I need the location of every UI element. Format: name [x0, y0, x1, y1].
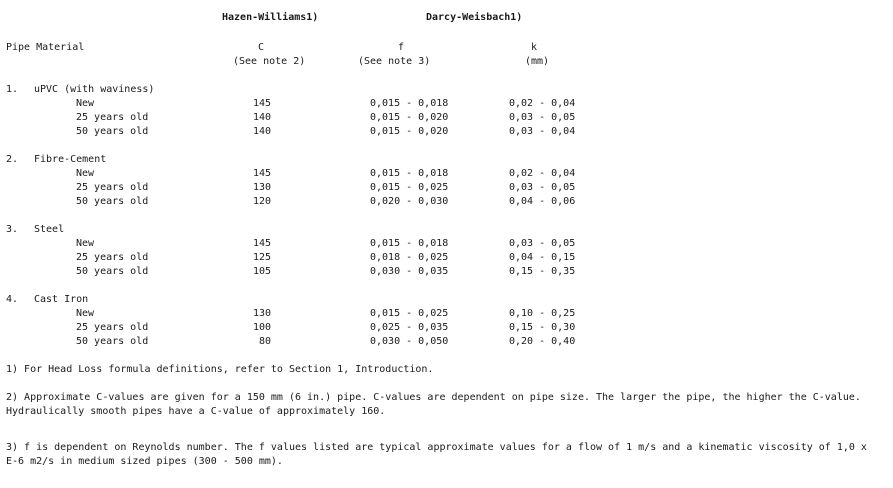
row-k-value: 0,04 - 0,06 [509, 196, 576, 207]
row-k-value: 0,03 - 0,04 [509, 126, 576, 137]
material-number: 4. [6, 294, 19, 305]
k-column-unit: (mm) [525, 56, 550, 67]
row-f-value: 0,030 - 0,050 [370, 336, 449, 347]
row-c-value: 80 [258, 336, 271, 347]
row-k-value: 0,02 - 0,04 [509, 98, 576, 109]
material-name: uPVC (with waviness) [34, 84, 155, 95]
material-number: 2. [6, 154, 19, 165]
row-k-value: 0,15 - 0,30 [509, 322, 576, 333]
row-age: 50 years old [76, 126, 149, 137]
row-c-value: 125 [252, 252, 271, 263]
f-column-note: (See note 3) [358, 56, 431, 67]
row-age: New [76, 98, 95, 109]
row-f-value: 0,015 - 0,018 [370, 238, 449, 249]
darcy-weisbach-header: Darcy-Weisbach1) [426, 12, 523, 23]
row-k-value: 0,03 - 0,05 [509, 238, 576, 249]
row-f-value: 0,020 - 0,030 [370, 196, 449, 207]
row-age: 50 years old [76, 336, 149, 347]
material-name: Steel [34, 224, 65, 235]
row-k-value: 0,03 - 0,05 [509, 182, 576, 193]
row-c-value: 145 [252, 168, 271, 179]
row-c-value: 140 [252, 112, 271, 123]
row-age: New [76, 308, 95, 319]
row-age: 25 years old [76, 322, 149, 333]
row-f-value: 0,030 - 0,035 [370, 266, 449, 277]
row-k-value: 0,10 - 0,25 [509, 308, 576, 319]
row-age: 25 years old [76, 182, 149, 193]
material-name: Fibre-Cement [34, 154, 107, 165]
row-age: 50 years old [76, 196, 149, 207]
row-f-value: 0,015 - 0,025 [370, 182, 449, 193]
c-column-header: C [258, 42, 265, 53]
note-3: 3) f is dependent on Reynolds number. The f values listed are typical approximate values for a flow of 1 m/s and a kinematic viscosity of 1,0 x E-6 m2/s in medium sized pipes (300 - 500 mm). [6, 442, 867, 467]
row-f-value: 0,015 - 0,020 [370, 112, 449, 123]
row-k-value: 0,15 - 0,35 [509, 266, 576, 277]
row-k-value: 0,03 - 0,05 [509, 112, 576, 123]
row-age: 50 years old [76, 266, 149, 277]
row-age: New [76, 168, 95, 179]
material-number: 1. [6, 84, 19, 95]
row-age: 25 years old [76, 252, 149, 263]
row-f-value: 0,018 - 0,025 [370, 252, 449, 263]
material-name: Cast Iron [34, 294, 89, 305]
row-f-value: 0,015 - 0,018 [370, 168, 449, 179]
row-age: 25 years old [76, 112, 149, 123]
f-column-header: f [398, 42, 405, 53]
row-c-value: 100 [252, 322, 271, 333]
row-c-value: 140 [252, 126, 271, 137]
row-k-value: 0,02 - 0,04 [509, 168, 576, 179]
row-f-value: 0,015 - 0,018 [370, 98, 449, 109]
pipe-material-header: Pipe Material [6, 42, 85, 53]
row-age: New [76, 238, 95, 249]
hazen-williams-header: Hazen-Williams1) [222, 12, 319, 23]
note-2: 2) Approximate C-values are given for a 150 mm (6 in.) pipe. C-values are dependent on pipe size. The larger the pipe, the higher the C-value. Hydraulically smooth pipes have a C-value of approximately 160. [6, 392, 861, 417]
row-k-value: 0,04 - 0,15 [509, 252, 576, 263]
row-f-value: 0,025 - 0,035 [370, 322, 449, 333]
c-column-note: (See note 2) [233, 56, 306, 67]
row-f-value: 0,015 - 0,020 [370, 126, 449, 137]
note-1: 1) For Head Loss formula definitions, refer to Section 1, Introduction. [6, 364, 434, 375]
row-c-value: 145 [252, 98, 271, 109]
row-k-value: 0,20 - 0,40 [509, 336, 576, 347]
row-c-value: 130 [252, 182, 271, 193]
material-number: 3. [6, 224, 19, 235]
row-c-value: 120 [252, 196, 271, 207]
row-c-value: 105 [252, 266, 271, 277]
row-f-value: 0,015 - 0,025 [370, 308, 449, 319]
k-column-header: k [531, 42, 538, 53]
row-c-value: 145 [252, 238, 271, 249]
row-c-value: 130 [252, 308, 271, 319]
